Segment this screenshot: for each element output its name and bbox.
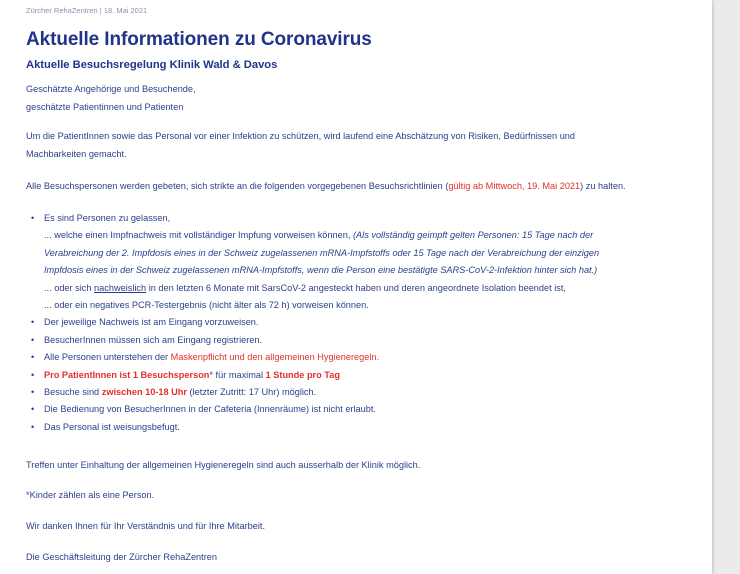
rule-admission	[26, 210, 666, 314]
rule-admission-lead: • Es sind Personen zu gelassen,	[44, 213, 171, 223]
rules-intro-date: gültig ab Mittwoch, 19. Mai 2021	[448, 181, 581, 191]
rule-visitors	[26, 367, 666, 384]
children-note: *Kinder zählen als eine Person.	[26, 490, 155, 500]
greeting-line-1: Geschätzte Angehörige und Besuchende,	[26, 84, 196, 94]
rule-visitors-highlight-2: 1 Stunde pro Tag	[265, 369, 340, 380]
rule-cafeteria: • Die Bedienung von BesucherInnen in der Cafeteria (Innenräume) ist nicht erlaubt.	[26, 401, 666, 418]
intro-line-2: Machbarkeiten gemacht.	[26, 149, 127, 159]
greeting-line-2: geschätzte Patientinnen und Patienten	[26, 102, 184, 112]
rule-registration: • BesucherInnen müssen sich am Eingang registrieren.	[26, 332, 666, 349]
rules-list	[26, 210, 666, 436]
rule-mask-before: Alle Personen unterstehen der	[44, 352, 171, 363]
rule-recovered-before: ... oder sich	[44, 282, 95, 293]
rule-hours-after: (letzter Zutritt: 17 Uhr) möglich.	[187, 387, 317, 398]
rule-recovered-underlined: nachweislich	[94, 282, 147, 293]
rule-proof: • Der jeweilige Nachweis ist am Eingang vorzuweisen.	[26, 314, 666, 331]
rules-intro-before: Alle Besuchspersonen werden gebeten, sich strikte an die folgenden vorgegebenen Besuchsrichtlinien (	[26, 181, 449, 191]
page-subtitle: Aktuelle Besuchsregelung Klinik Wald & Davos	[26, 59, 278, 71]
rule-hours-highlight: zwischen 10-18 Uhr	[101, 387, 187, 398]
rule-visitors-middle: * für maximal	[209, 369, 266, 380]
rule-mask	[26, 349, 666, 366]
rule-pcr: ... oder ein negatives PCR-Testergebnis (nicht älter als 72 h) vorweisen können.	[44, 300, 369, 311]
rule-hours	[26, 384, 666, 401]
rule-hours-before: Besuche sind	[44, 387, 102, 398]
rule-vaccination-note-1: (Als vollständig geimpft gelten Personen: 15 Tage nach der	[352, 230, 594, 241]
article-meta: Zürcher RehaZentren | 18. Mai 2021	[26, 6, 148, 15]
intro-line-1: Um die PatientInnen sowie das Personal vor einer Infektion zu schützen, wird laufend eine Abschätzung von Risiken, Bedürfnissen und	[26, 131, 576, 141]
rules-intro-after: ) zu halten.	[580, 181, 626, 191]
rule-visitors-highlight-1: Pro PatientInnen ist 1 Besuchsperson	[44, 369, 210, 380]
rules-intro	[26, 177, 626, 195]
rule-vaccination	[44, 227, 666, 244]
rule-staff: • Das Personal ist weisungsbefugt.	[26, 419, 666, 436]
intro-paragraph	[26, 127, 575, 163]
thanks-paragraph: Wir danken Ihnen für Ihr Verständnis und für Ihre Mitarbeit.	[26, 521, 265, 531]
outside-paragraph: Treffen unter Einhaltung der allgemeinen Hygieneregeln sind auch ausserhalb der Klinik möglich.	[26, 460, 421, 470]
rule-vaccination-note-3: Impfdosis eines in der Schweiz zugelassenen mRNA-Impfstoffs, wenn die Person eine bestätigte SARS-CoV-2-Infektion hinter sich hat.)	[44, 265, 598, 276]
signature: Die Geschäftsleitung der Zürcher RehaZentren	[26, 552, 217, 562]
rule-vaccination-text: ... welche einen Impfnachweis mit vollständiger Impfung vorweisen können,	[44, 230, 353, 241]
rule-vaccination-note-2: Verabreichung der 2. Impfdosis eines in der Schweiz zugelassenen mRNA-Impfstoffs oder 15 Tage nach der Verabreichung der einzigen	[44, 247, 600, 258]
page-title: Aktuelle Informationen zu Coronavirus	[26, 29, 372, 50]
rule-recovered	[44, 280, 666, 297]
rule-recovered-after: in den letzten 6 Monate mit SarsCoV-2 angesteckt haben und deren angeordnete Isolation beendet ist,	[146, 282, 566, 293]
rule-mask-highlight: Maskenpflicht und den allgemeinen Hygieneregeln.	[170, 352, 380, 363]
greeting	[26, 80, 196, 116]
